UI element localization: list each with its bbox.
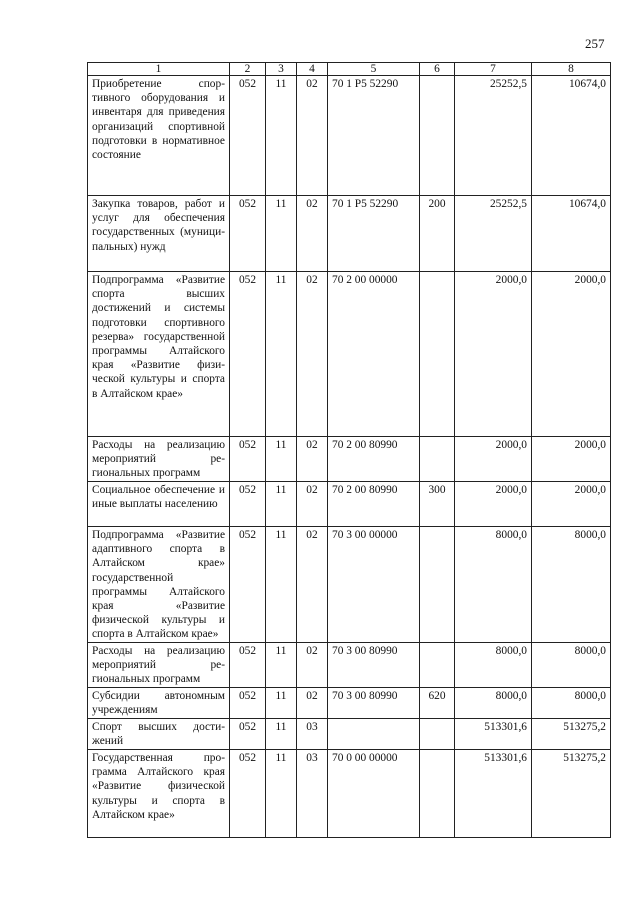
row-ved: 052 xyxy=(230,482,266,527)
row-csr: 70 3 00 80990 xyxy=(328,688,420,719)
row-csr: 70 0 00 00000 xyxy=(328,750,420,838)
row-sum-1: 8000,0 xyxy=(455,688,532,719)
row-pr: 02 xyxy=(297,437,328,482)
row-name: Закупка товаров, работ и услуг для обеспечения государственных (муниципальных) нужд xyxy=(88,196,230,272)
row-csr: 70 1 P5 52290 xyxy=(328,196,420,272)
row-vr xyxy=(420,719,455,750)
page-number: 257 xyxy=(585,36,605,51)
row-vr xyxy=(420,437,455,482)
row-sum-1: 8000,0 xyxy=(455,643,532,688)
row-name: Субсидии автономным учреждениям xyxy=(88,688,230,719)
table-row xyxy=(88,76,611,196)
header-col-7: 7 xyxy=(455,63,532,76)
row-vr xyxy=(420,272,455,437)
table-row xyxy=(88,437,611,482)
row-pr: 03 xyxy=(297,719,328,750)
row-name: Подпрограмма «Развитие спорта высших достижений и системы подготовки спортивного резерва» государственной программы Алтайского края «Развитие физической культуры и спорта в Алтайском крае» xyxy=(88,272,230,437)
table-row xyxy=(88,196,611,272)
row-sum-1: 2000,0 xyxy=(455,272,532,437)
header-col-8: 8 xyxy=(532,63,611,76)
row-sum-1: 25252,5 xyxy=(455,196,532,272)
budget-table xyxy=(87,62,611,838)
row-sum-2: 8000,0 xyxy=(532,643,611,688)
table-row xyxy=(88,272,611,437)
row-sum-1: 2000,0 xyxy=(455,437,532,482)
row-csr xyxy=(328,719,420,750)
row-vr xyxy=(420,527,455,643)
row-vr: 620 xyxy=(420,688,455,719)
row-sum-2: 2000,0 xyxy=(532,482,611,527)
table-row xyxy=(88,643,611,688)
row-sum-2: 8000,0 xyxy=(532,688,611,719)
row-sum-1: 513301,6 xyxy=(455,750,532,838)
header-col-6: 6 xyxy=(420,63,455,76)
row-pr: 02 xyxy=(297,196,328,272)
row-pr: 02 xyxy=(297,482,328,527)
row-rz: 11 xyxy=(266,437,297,482)
row-rz: 11 xyxy=(266,750,297,838)
header-row xyxy=(88,63,611,76)
row-ved: 052 xyxy=(230,719,266,750)
row-csr: 70 2 00 80990 xyxy=(328,437,420,482)
row-sum-1: 8000,0 xyxy=(455,527,532,643)
row-pr: 02 xyxy=(297,643,328,688)
row-name: Подпрограмма «Развитие адаптивного спорта в Алтайском крае» государственной программы Алтайского края «Развитие физической культуры и спорта в Алтайском крае» xyxy=(88,527,230,643)
header-col-4: 4 xyxy=(297,63,328,76)
row-sum-1: 2000,0 xyxy=(455,482,532,527)
row-csr: 70 2 00 80990 xyxy=(328,482,420,527)
row-csr: 70 2 00 00000 xyxy=(328,272,420,437)
row-sum-2: 8000,0 xyxy=(532,527,611,643)
row-name: Расходы на реализацию мероприятий региональных программ xyxy=(88,643,230,688)
row-vr xyxy=(420,76,455,196)
row-ved: 052 xyxy=(230,196,266,272)
table-row xyxy=(88,719,611,750)
row-csr: 70 1 P5 52290 xyxy=(328,76,420,196)
row-vr: 300 xyxy=(420,482,455,527)
row-ved: 052 xyxy=(230,437,266,482)
row-pr: 03 xyxy=(297,750,328,838)
row-pr: 02 xyxy=(297,527,328,643)
row-ved: 052 xyxy=(230,750,266,838)
row-ved: 052 xyxy=(230,688,266,719)
row-name: Социальное обеспечение и иные выплаты населению xyxy=(88,482,230,527)
table-row xyxy=(88,750,611,838)
row-ved: 052 xyxy=(230,643,266,688)
row-sum-2: 10674,0 xyxy=(532,76,611,196)
row-sum-1: 513301,6 xyxy=(455,719,532,750)
row-pr: 02 xyxy=(297,272,328,437)
row-pr: 02 xyxy=(297,688,328,719)
row-vr xyxy=(420,643,455,688)
row-rz: 11 xyxy=(266,527,297,643)
row-csr: 70 3 00 80990 xyxy=(328,643,420,688)
row-sum-2: 2000,0 xyxy=(532,437,611,482)
row-name: Спорт высших достижений xyxy=(88,719,230,750)
header-col-3: 3 xyxy=(266,63,297,76)
row-rz: 11 xyxy=(266,719,297,750)
header-col-1: 1 xyxy=(88,63,230,76)
row-vr xyxy=(420,750,455,838)
row-ved: 052 xyxy=(230,76,266,196)
row-csr: 70 3 00 00000 xyxy=(328,527,420,643)
row-pr: 02 xyxy=(297,76,328,196)
table-row xyxy=(88,688,611,719)
row-rz: 11 xyxy=(266,76,297,196)
table-row xyxy=(88,482,611,527)
row-sum-2: 513275,2 xyxy=(532,719,611,750)
header-col-2: 2 xyxy=(230,63,266,76)
row-sum-2: 513275,2 xyxy=(532,750,611,838)
row-sum-1: 25252,5 xyxy=(455,76,532,196)
row-rz: 11 xyxy=(266,482,297,527)
row-sum-2: 2000,0 xyxy=(532,272,611,437)
row-ved: 052 xyxy=(230,527,266,643)
row-rz: 11 xyxy=(266,196,297,272)
row-name: Расходы на реализацию мероприятий региональных программ xyxy=(88,437,230,482)
header-col-5: 5 xyxy=(328,63,420,76)
row-sum-2: 10674,0 xyxy=(532,196,611,272)
row-rz: 11 xyxy=(266,272,297,437)
row-vr: 200 xyxy=(420,196,455,272)
table-row xyxy=(88,527,611,643)
row-rz: 11 xyxy=(266,688,297,719)
row-ved: 052 xyxy=(230,272,266,437)
row-name: Государственная программа Алтайского края «Развитие физической культуры и спорта в Алтайском крае» xyxy=(88,750,230,838)
row-rz: 11 xyxy=(266,643,297,688)
row-name: Приобретение спортивного оборудования и инвентаря для приведения организаций спортивной подготовки в нормативное состояние xyxy=(88,76,230,196)
